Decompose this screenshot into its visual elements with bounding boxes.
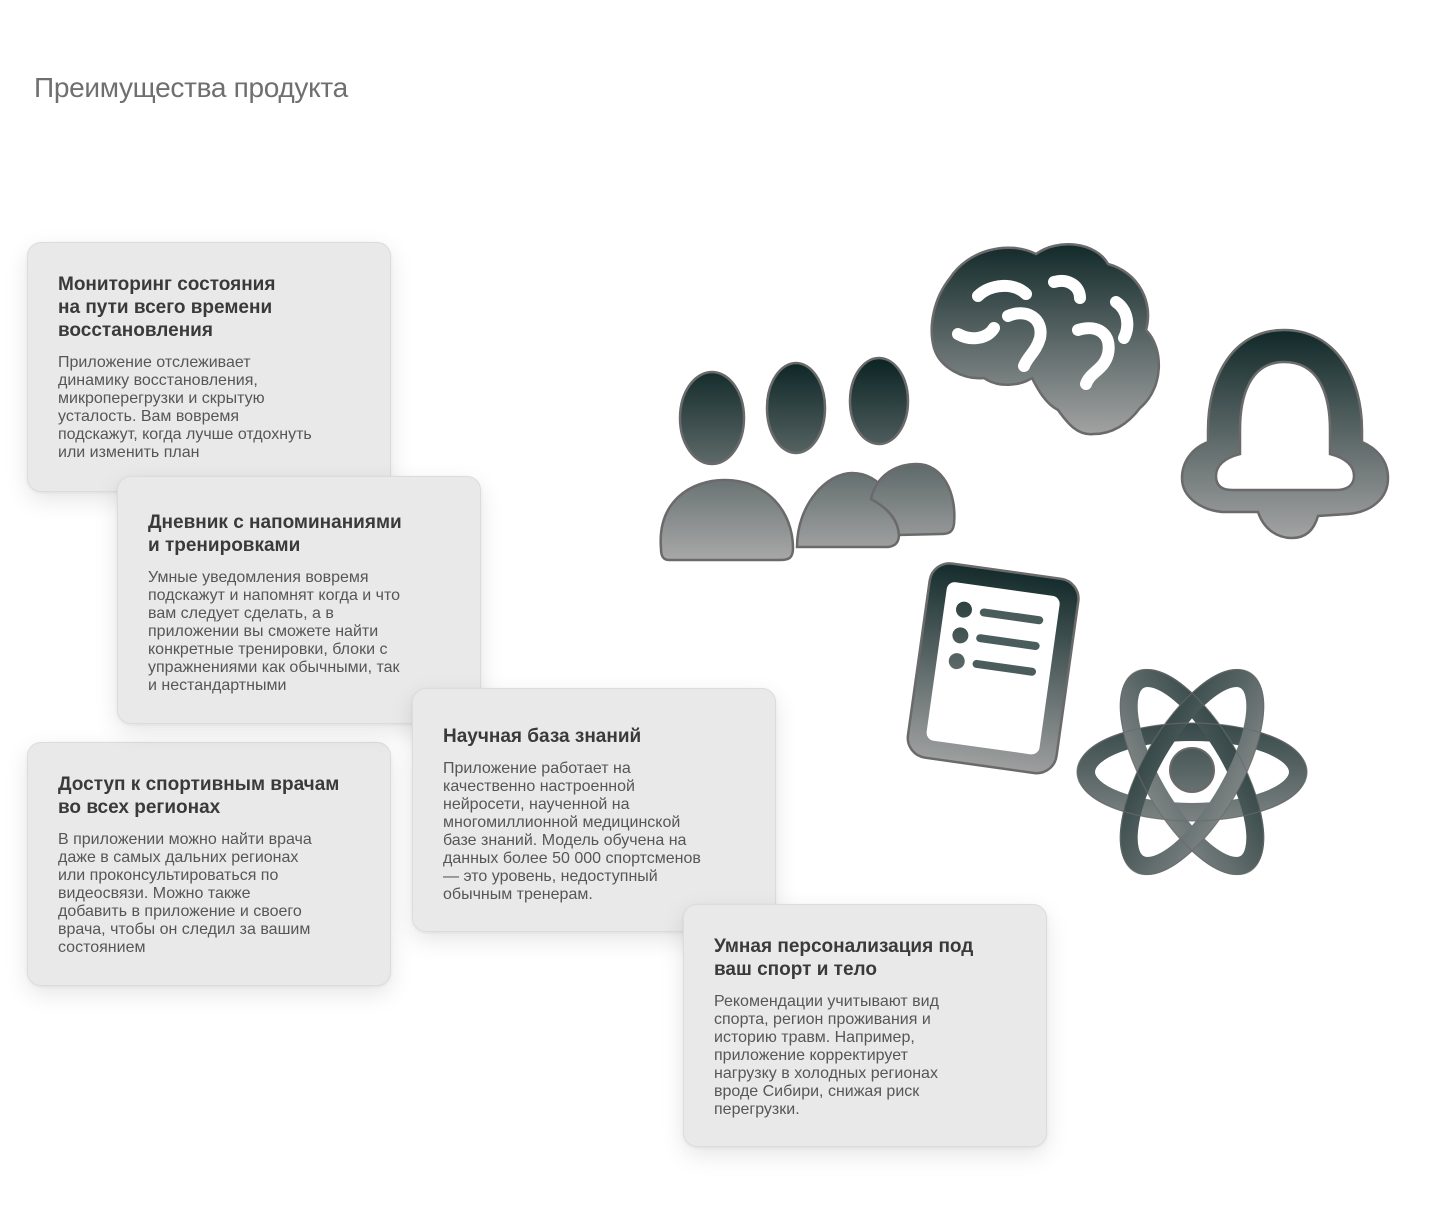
- feature-card-text: Приложение отслеживает динамику восстановления, микроперегрузки и скрытую усталость. Вам вовремя подскажут, когда лучше отдохнуть или изменить план: [58, 354, 312, 461]
- feature-card-text: Приложение работает на качественно настроенной нейросети, наученной на многомиллионной медицинской базе знаний. Модель обучена на данных более 50 000 спортсменов — это уровень, недоступный обычным тренерам.: [443, 760, 701, 903]
- feature-card-knowledge-base: [412, 688, 776, 932]
- feature-card-title: Умная персонализация под ваш спорт и тело: [714, 936, 974, 980]
- feature-card-title: Мониторинг состояния на пути всего времени восстановления: [58, 274, 276, 341]
- feature-card-monitoring: [27, 242, 391, 492]
- feature-card-title: Доступ к спортивным врачам во всех регионах: [58, 774, 340, 818]
- feature-card-title: Научная база знаний: [443, 726, 642, 747]
- feature-card-personalization: [683, 904, 1047, 1147]
- feature-card-text: В приложении можно найти врача даже в самых дальних регионах или проконсультироваться по видеосвязи. Можно также добавить в приложение и своего врача, чтобы он следил за вашим состоянием: [58, 831, 312, 956]
- page-title: Преимущества продукта: [34, 72, 348, 103]
- feature-card-title: Дневник с напоминаниями и тренировками: [148, 512, 402, 556]
- feature-card-diary: [117, 476, 481, 724]
- atom-icon: [1074, 664, 1310, 882]
- feature-card-text: Умные уведомления вовремя подскажут и напомнят когда и что вам следует сделать, а в приложении вы сможете найти конкретные тренировки, блоки с упражнениями как обычными, так и нестандартными: [148, 569, 401, 694]
- users-icon: [655, 352, 960, 564]
- bell-icon: [1180, 326, 1390, 542]
- list-document-icon: [898, 560, 1084, 778]
- brain-icon: [928, 238, 1166, 440]
- feature-card-doctors: [27, 742, 391, 986]
- feature-card-text: Рекомендации учитывают вид спорта, регион проживания и историю травм. Например, приложение корректирует нагрузку в холодных регионах вроде Сибири, снижая риск перегрузки.: [714, 993, 939, 1118]
